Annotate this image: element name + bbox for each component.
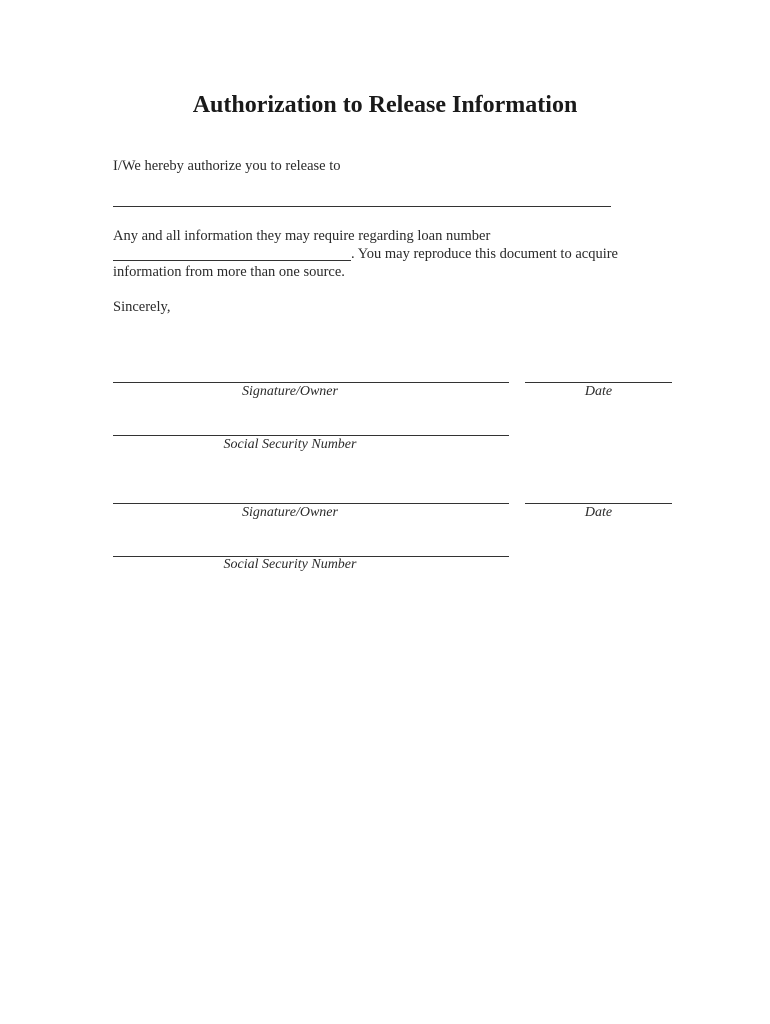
ssn-line-1[interactable] [113,435,509,436]
date-caption-1: Date [584,384,613,399]
recipient-line[interactable] [113,206,611,207]
signature-caption-2: Signature/Owner [242,505,338,520]
ssn-caption-1: Social Security Number [223,437,357,452]
signature-line-2[interactable] [113,503,509,504]
ssn-caption-2: Social Security Number [223,557,357,572]
date-line-1[interactable] [525,382,672,383]
paragraph-line-1: Any and all information they may require regarding loan number [113,228,491,244]
loan-number-line[interactable] [113,260,351,261]
paragraph-line-2: . You may reproduce this document to acquire [351,246,618,262]
signature-line-1[interactable] [113,382,509,383]
date-line-2[interactable] [525,503,672,504]
date-caption-2: Date [584,505,613,520]
document-title: Authorization to Release Information [192,92,578,118]
paragraph-line-3: information from more than one source. [113,264,345,280]
signature-caption-1: Signature/Owner [242,384,338,399]
closing-text: Sincerely, [113,299,171,315]
intro-text: I/We hereby authorize you to release to [113,158,341,174]
